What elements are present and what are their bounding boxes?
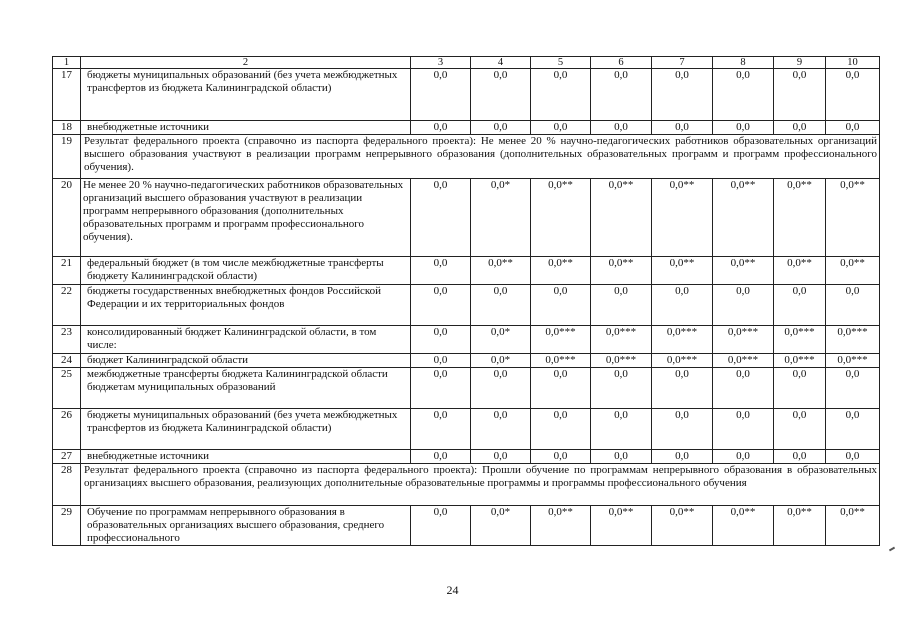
row-description: федеральный бюджет (в том числе межбюджетные трансферты бюджету Калининградской области) [81,257,411,285]
value-cell: 0,0 [411,506,471,546]
value-cell: 0,0** [713,506,774,546]
value-cell: 0,0 [471,368,531,409]
project-result-text: Результат федерального проекта (справочно из паспорта федерального проекта): Прошли обучение по программам непрерывного образования в образовательных организациях высшего образования, реализующих дополнительные образовательные программы и программы профессионального обучения [81,464,880,506]
value-cell: 0,0*** [713,354,774,368]
value-cell: 0,0* [471,506,531,546]
header-row [53,57,880,69]
value-cell: 0,0 [652,368,713,409]
row-number: 28 [53,464,81,506]
value-cell: 0,0 [531,409,591,450]
row-description: Обучение по программам непрерывного образования в образовательных организациях высшего образования, среднего профессионального [81,506,411,546]
value-cell: 0,0** [713,179,774,257]
row-number: 19 [53,135,81,179]
value-cell: 0,0 [652,285,713,326]
value-cell: 0,0 [411,354,471,368]
value-cell: 0,0* [471,354,531,368]
value-cell: 0,0 [411,368,471,409]
result-row [53,135,880,179]
header-cell: 8 [713,57,774,69]
value-cell: 0,0** [774,179,826,257]
value-cell: 0,0** [531,506,591,546]
table-body [53,57,880,546]
budget-table [52,56,880,546]
value-cell: 0,0** [774,506,826,546]
row-number: 22 [53,285,81,326]
header-cell: 7 [652,57,713,69]
value-cell: 0,0 [531,450,591,464]
value-cell: 0,0*** [531,354,591,368]
value-cell: 0,0 [591,121,652,135]
value-cell: 0,0 [591,368,652,409]
row-description: Не менее 20 % научно-педагогических работников образовательных организаций высшего образования участвуют в реализации программ непрерывного образования (дополнительных образовательных программ и программ профессионального обучения). [81,179,411,257]
value-cell: 0,0 [713,450,774,464]
table-row [53,121,880,135]
value-cell: 0,0 [826,121,880,135]
value-cell: 0,0 [471,450,531,464]
row-number: 24 [53,354,81,368]
header-cell: 1 [53,57,81,69]
value-cell: 0,0** [713,257,774,285]
value-cell: 0,0 [652,450,713,464]
value-cell: 0,0 [713,69,774,121]
value-cell: 0,0** [531,257,591,285]
value-cell: 0,0** [471,257,531,285]
value-cell: 0,0 [411,409,471,450]
row-number: 21 [53,257,81,285]
value-cell: 0,0 [471,121,531,135]
value-cell: 0,0 [774,409,826,450]
value-cell: 0,0*** [826,354,880,368]
value-cell: 0,0 [826,69,880,121]
value-cell: 0,0 [652,409,713,450]
table-row [53,368,880,409]
value-cell: 0,0 [411,69,471,121]
row-description: бюджеты муниципальных образований (без учета межбюджетных трансфертов из бюджета Калининградской области) [81,69,411,121]
value-cell: 0,0** [774,257,826,285]
row-number: 29 [53,506,81,546]
value-cell: 0,0*** [531,326,591,354]
value-cell: 0,0 [411,450,471,464]
scan-mark [889,547,895,552]
value-cell: 0,0 [826,409,880,450]
value-cell: 0,0*** [774,326,826,354]
table-row [53,69,880,121]
result-row [53,464,880,506]
row-number: 18 [53,121,81,135]
table-row [53,409,880,450]
value-cell: 0,0*** [591,354,652,368]
value-cell: 0,0 [471,285,531,326]
value-cell: 0,0* [471,179,531,257]
value-cell: 0,0** [652,257,713,285]
value-cell: 0,0 [652,69,713,121]
value-cell: 0,0*** [713,326,774,354]
value-cell: 0,0** [826,179,880,257]
value-cell: 0,0*** [652,354,713,368]
value-cell: 0,0 [774,121,826,135]
value-cell: 0,0** [826,506,880,546]
value-cell: 0,0 [411,285,471,326]
value-cell: 0,0 [411,257,471,285]
table-row [53,506,880,546]
value-cell: 0,0** [826,257,880,285]
value-cell: 0,0 [531,368,591,409]
row-number: 26 [53,409,81,450]
value-cell: 0,0 [591,450,652,464]
value-cell: 0,0* [471,326,531,354]
table-row [53,450,880,464]
row-number: 17 [53,69,81,121]
header-cell: 9 [774,57,826,69]
row-description: внебюджетные источники [81,450,411,464]
value-cell: 0,0 [774,450,826,464]
table-row [53,285,880,326]
value-cell: 0,0 [652,121,713,135]
row-description: внебюджетные источники [81,121,411,135]
value-cell: 0,0 [774,368,826,409]
row-number: 27 [53,450,81,464]
header-cell: 6 [591,57,652,69]
row-number: 25 [53,368,81,409]
value-cell: 0,0** [591,506,652,546]
table-row [53,179,880,257]
row-description: межбюджетные трансферты бюджета Калининградской области бюджетам муниципальных образований [81,368,411,409]
value-cell: 0,0 [591,285,652,326]
value-cell: 0,0 [713,368,774,409]
value-cell: 0,0 [411,179,471,257]
value-cell: 0,0*** [652,326,713,354]
value-cell: 0,0 [591,69,652,121]
value-cell: 0,0 [411,326,471,354]
value-cell: 0,0 [826,285,880,326]
header-cell: 10 [826,57,880,69]
value-cell: 0,0** [652,506,713,546]
value-cell: 0,0*** [591,326,652,354]
page-number: 24 [446,583,459,597]
value-cell: 0,0 [591,409,652,450]
value-cell: 0,0 [774,285,826,326]
value-cell: 0,0** [591,257,652,285]
row-description: бюджет Калининградской области [81,354,411,368]
table-row [53,326,880,354]
value-cell: 0,0 [826,450,880,464]
row-description: бюджеты муниципальных образований (без учета межбюджетных трансфертов из бюджета Калининградской области) [81,409,411,450]
value-cell: 0,0** [531,179,591,257]
value-cell: 0,0 [531,69,591,121]
value-cell: 0,0*** [826,326,880,354]
row-number: 23 [53,326,81,354]
table-row [53,354,880,368]
row-description: бюджеты государственных внебюджетных фондов Российской Федерации и их территориальных фондов [81,285,411,326]
value-cell: 0,0 [531,285,591,326]
row-number: 20 [53,179,81,257]
value-cell: 0,0** [591,179,652,257]
value-cell: 0,0 [471,409,531,450]
value-cell: 0,0*** [774,354,826,368]
value-cell: 0,0** [652,179,713,257]
value-cell: 0,0 [713,121,774,135]
header-cell: 5 [531,57,591,69]
value-cell: 0,0 [531,121,591,135]
value-cell: 0,0 [471,69,531,121]
row-description: консолидированный бюджет Калининградской области, в том числе: [81,326,411,354]
value-cell: 0,0 [826,368,880,409]
value-cell: 0,0 [713,285,774,326]
value-cell: 0,0 [411,121,471,135]
header-cell: 3 [411,57,471,69]
header-cell: 2 [81,57,411,69]
value-cell: 0,0 [774,69,826,121]
header-cell: 4 [471,57,531,69]
project-result-text: Результат федерального проекта (справочно из паспорта федерального проекта): Не менее 20 % научно-педагогических работников образовательных организаций высшего образования участвуют в реализации программ непрерывного образования (дополнительных образовательных программ и программ профессионального обучения). [81,135,880,179]
value-cell: 0,0 [713,409,774,450]
table-row [53,257,880,285]
